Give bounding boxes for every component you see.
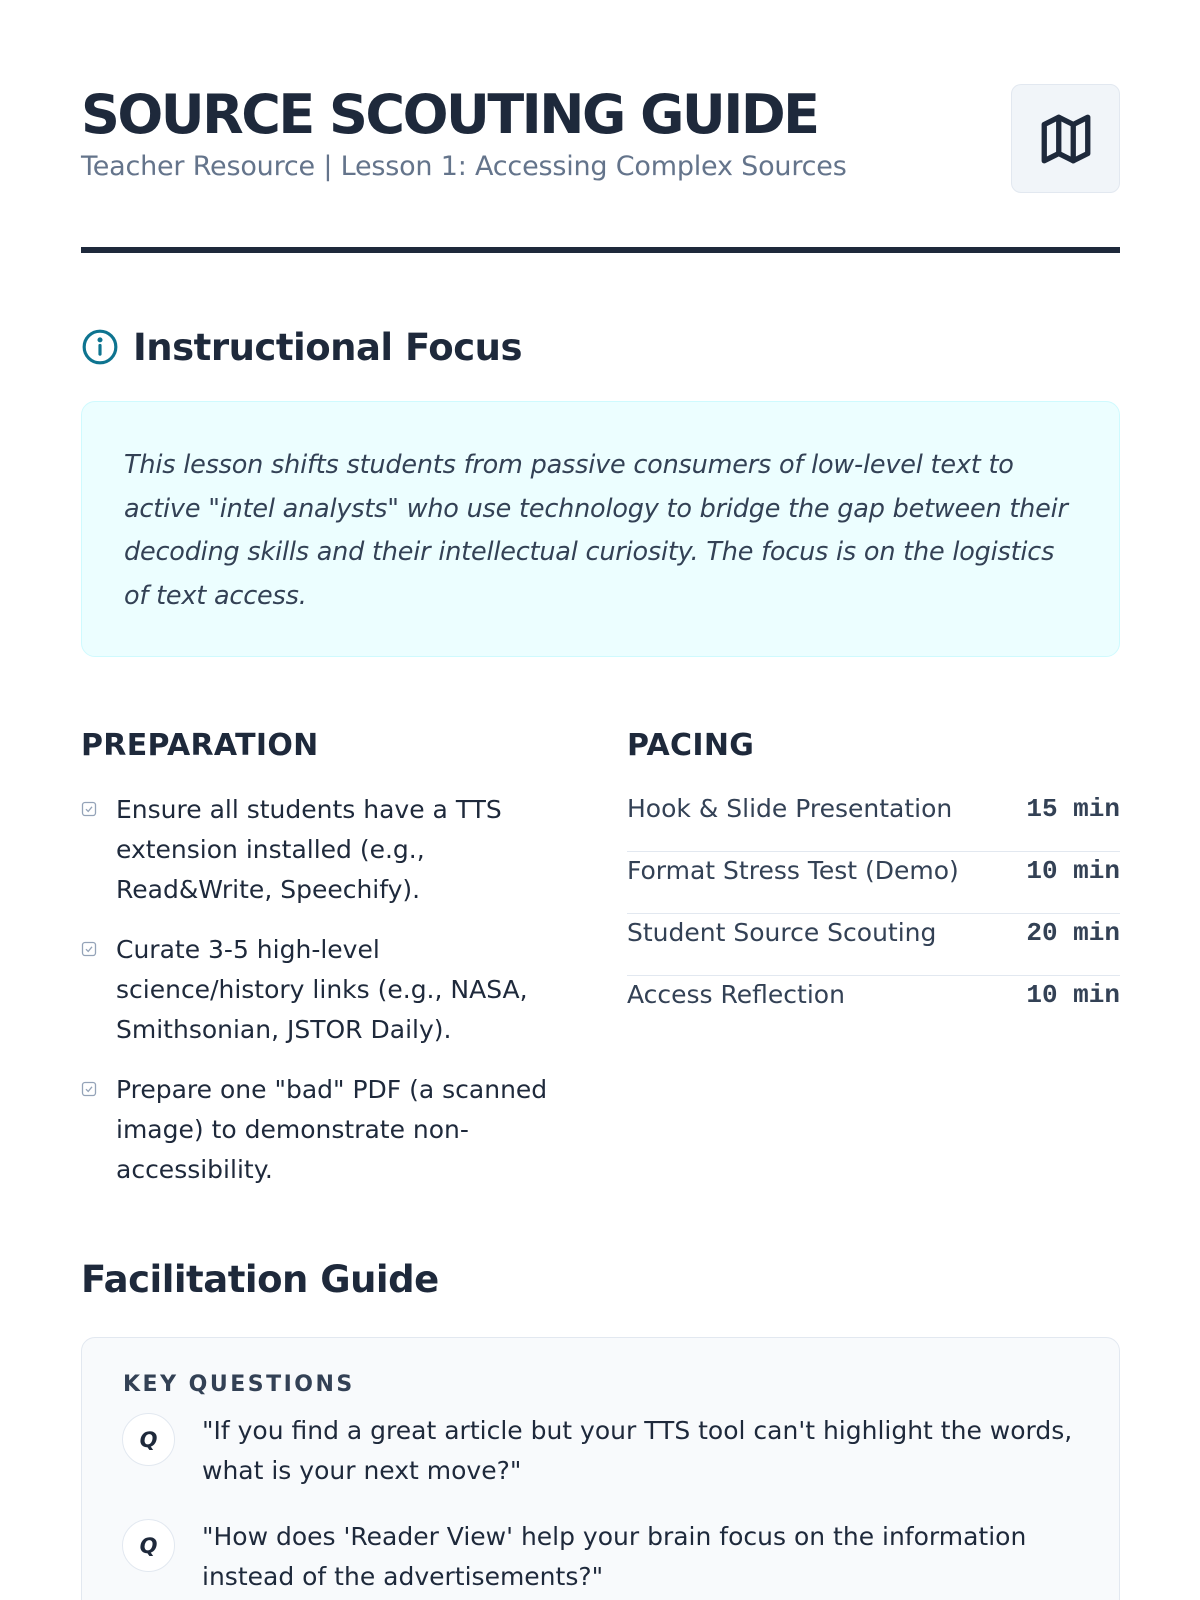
pacing-activity: Student Source Scouting [627, 918, 937, 947]
preparation-item-text: Prepare one "bad" PDF (a scanned image) to demonstrate non-accessibility. [116, 1075, 548, 1184]
pacing-duration: 10 min [1026, 980, 1120, 1010]
pacing-duration: 10 min [1026, 856, 1120, 886]
question-badge: Q [122, 1519, 175, 1572]
map-icon [1037, 110, 1095, 168]
section-heading-instructional-focus [81, 323, 522, 371]
instructional-focus-callout [81, 401, 1120, 657]
table-row [627, 790, 1120, 852]
checkbox-icon [81, 801, 97, 817]
table-row [627, 976, 1120, 1038]
table-row [627, 914, 1120, 976]
pacing-activity: Access Reflection [627, 980, 845, 1009]
pacing-activity: Hook & Slide Presentation [627, 794, 953, 823]
checkbox-icon [81, 941, 97, 957]
list-item [81, 790, 571, 910]
instructional-focus-text: This lesson shifts students from passive consumers of low-level text to active "intel analysts" who use technology to bridge the gap between their decoding skills and their intellectual curiosity. The focus is on the logistics of text access. [124, 450, 1068, 611]
pacing-table [627, 790, 1120, 1038]
question-text: "If you find a great article but your TTS tool can't highlight the words, what is your next move?" [202, 1416, 1073, 1485]
header-divider [81, 247, 1120, 253]
pacing-heading: PACING [627, 728, 755, 763]
checkbox-icon [81, 1081, 97, 1097]
list-item [81, 1070, 571, 1190]
list-item [122, 1517, 1079, 1597]
preparation-item-text: Ensure all students have a TTS extension installed (e.g., Read&Write, Speechify). [116, 795, 502, 904]
list-item [122, 1411, 1079, 1491]
key-questions-card [81, 1337, 1120, 1600]
question-text: "How does 'Reader View' help your brain focus on the information instead of the advertisements?" [202, 1522, 1027, 1591]
page-title: SOURCE SCOUTING GUIDE [81, 83, 818, 146]
info-icon [81, 328, 119, 366]
table-row [627, 852, 1120, 914]
page-subtitle: Teacher Resource | Lesson 1: Accessing Complex Sources [81, 151, 847, 182]
list-item [81, 930, 571, 1050]
instructional-focus-title: Instructional Focus [133, 325, 522, 369]
pacing-activity: Format Stress Test (Demo) [627, 856, 959, 885]
preparation-heading: PREPARATION [81, 728, 319, 763]
pacing-duration: 20 min [1026, 918, 1120, 948]
question-badge: Q [122, 1413, 175, 1466]
preparation-list [81, 790, 571, 1210]
map-button[interactable] [1011, 84, 1120, 193]
facilitation-guide-heading: Facilitation Guide [81, 1258, 439, 1301]
header [81, 84, 1120, 194]
pacing-duration: 15 min [1026, 794, 1120, 824]
key-questions-label: KEY QUESTIONS [123, 1372, 355, 1397]
preparation-item-text: Curate 3-5 high-level science/history links (e.g., NASA, Smithsonian, JSTOR Daily). [116, 935, 528, 1044]
